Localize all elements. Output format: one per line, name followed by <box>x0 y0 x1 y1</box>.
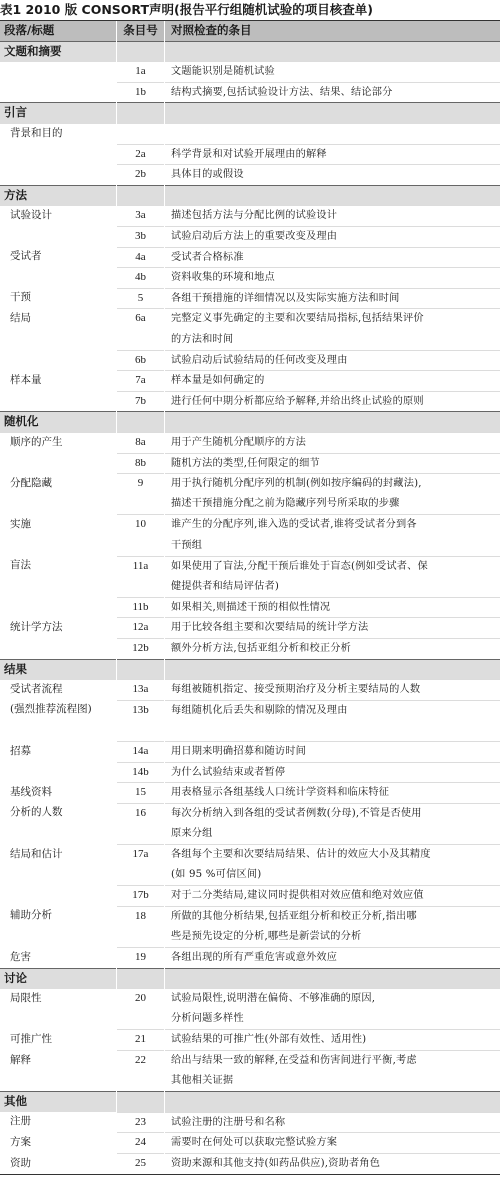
row-item-no: 7a <box>117 371 165 392</box>
table-row <box>0 330 500 351</box>
section-item-no-cell <box>117 103 165 124</box>
row-item-no: 15 <box>117 783 165 804</box>
row-item-no: 8b <box>117 453 165 474</box>
row-topic <box>0 1009 117 1030</box>
row-item-text: 健提供者和结局评估者) <box>165 577 500 598</box>
table-row <box>0 680 500 701</box>
table-row <box>0 474 500 495</box>
section-item-cell <box>165 968 500 989</box>
row-topic <box>0 577 117 598</box>
row-topic <box>0 350 117 371</box>
row-item-text: (如 95 %可信区间) <box>165 865 500 886</box>
row-topic <box>0 927 117 948</box>
row-item-text: 额外分析方法,包括亚组分析和校正分析 <box>165 639 500 660</box>
row-item-text: 各组干预措施的详细情况以及实际实施方法和时间 <box>165 288 500 309</box>
row-item-text: 原来分组 <box>165 824 500 845</box>
row-item-text: 具体目的或假设 <box>165 165 500 186</box>
row-item-no: 4b <box>117 268 165 289</box>
row-item-no: 8a <box>117 433 165 454</box>
row-item-text: 其他相关证据 <box>165 1071 500 1092</box>
table-caption: 表1 2010 版 CONSORT声明(报告平行组随机试验的项目核查单) <box>0 2 373 17</box>
row-topic: 方案 <box>0 1133 117 1154</box>
row-topic: 受试者 <box>0 247 117 268</box>
row-topic: 试验设计 <box>0 206 117 227</box>
row-item-text <box>165 721 500 742</box>
row-item-no <box>117 824 165 845</box>
row-topic <box>0 1071 117 1092</box>
section-title: 讨论 <box>0 968 117 989</box>
section-item-cell <box>165 412 500 433</box>
row-item-text: 所做的其他分析结果,包括亚组分析和校正分析,指出哪 <box>165 906 500 927</box>
table-row <box>0 62 500 83</box>
table-row <box>0 1030 500 1051</box>
table-row <box>0 268 500 289</box>
row-topic: 实施 <box>0 515 117 536</box>
row-item-no: 13b <box>117 700 165 721</box>
row-item-text: 每组随机化后丢失和剔除的情况及理由 <box>165 700 500 721</box>
section-row <box>0 41 500 62</box>
table-row <box>0 1071 500 1092</box>
row-item-no <box>117 1071 165 1092</box>
table-row <box>0 433 500 454</box>
row-item-text: 每次分析纳入到各组的受试者例数(分母),不管是否使用 <box>165 803 500 824</box>
row-item-text: 用日期来明确招募和随访时间 <box>165 742 500 763</box>
row-topic: 统计学方法 <box>0 618 117 639</box>
row-item-text: 对于二分类结局,建议同时提供相对效应值和绝对效应值 <box>165 886 500 907</box>
row-item-text: 试验局限性,说明潜在偏倚、不够准确的原因, <box>165 989 500 1010</box>
table-row <box>0 906 500 927</box>
row-item-no: 6a <box>117 309 165 330</box>
row-item-no: 10 <box>117 515 165 536</box>
row-topic <box>0 82 117 103</box>
row-item-text: 谁产生的分配序列,谁入选的受试者,谁将受试者分到各 <box>165 515 500 536</box>
section-item-no-cell <box>117 1092 165 1113</box>
row-topic <box>0 453 117 474</box>
row-item-text: 些是预先设定的分析,哪些是新尝试的分析 <box>165 927 500 948</box>
row-item-text: 如果相关,则描述干预的相似性情况 <box>165 597 500 618</box>
row-item-no: 18 <box>117 906 165 927</box>
row-topic <box>0 165 117 186</box>
row-item-no: 5 <box>117 288 165 309</box>
row-topic: 结局和估计 <box>0 845 117 866</box>
row-item-no: 1a <box>117 62 165 83</box>
section-item-no-cell <box>117 412 165 433</box>
table-bottom-rule <box>0 1174 500 1175</box>
row-item-text: 的方法和时间 <box>165 330 500 351</box>
row-item-text: 每组被随机指定、接受预期治疗及分析主要结局的人数 <box>165 680 500 701</box>
section-item-cell <box>165 659 500 680</box>
row-topic: 注册 <box>0 1112 117 1133</box>
table-row <box>0 494 500 515</box>
row-item-no: 25 <box>117 1154 165 1175</box>
table-row <box>0 742 500 763</box>
row-item-no: 12b <box>117 639 165 660</box>
table-row <box>0 927 500 948</box>
row-item-text: 为什么试验结束或者暂停 <box>165 762 500 783</box>
row-topic <box>0 494 117 515</box>
table-row <box>0 803 500 824</box>
row-item-no: 7b <box>117 391 165 412</box>
section-title: 引言 <box>0 103 117 124</box>
table-row <box>0 515 500 536</box>
table-row <box>0 165 500 186</box>
row-item-text: 资助来源和其他支持(如药品供应),资助者角色 <box>165 1154 500 1175</box>
section-item-no-cell <box>117 185 165 206</box>
row-item-no: 20 <box>117 989 165 1010</box>
row-item-text: 试验结果的可推广性(外部有效性、适用性) <box>165 1030 500 1051</box>
section-row <box>0 412 500 433</box>
row-item-text: 试验注册的注册号和名称 <box>165 1112 500 1133</box>
section-title: 其他 <box>0 1092 117 1113</box>
table-row <box>0 227 500 248</box>
table-row <box>0 762 500 783</box>
row-item-no: 23 <box>117 1112 165 1133</box>
row-topic: 受试者流程 <box>0 680 117 701</box>
table-row <box>0 1133 500 1154</box>
table-row <box>0 865 500 886</box>
row-topic: 辅助分析 <box>0 906 117 927</box>
row-item-text: 用于产生随机分配顺序的方法 <box>165 433 500 454</box>
section-item-no-cell <box>117 41 165 62</box>
row-item-text: 文题能识别是随机试验 <box>165 62 500 83</box>
row-topic <box>0 639 117 660</box>
section-row <box>0 968 500 989</box>
table-row <box>0 144 500 165</box>
table-row <box>0 639 500 660</box>
row-topic: 分配隐藏 <box>0 474 117 495</box>
row-item-no: 19 <box>117 948 165 969</box>
table-row <box>0 124 500 145</box>
row-topic <box>0 762 117 783</box>
row-item-no: 14a <box>117 742 165 763</box>
row-topic <box>0 330 117 351</box>
row-topic: 顺序的产生 <box>0 433 117 454</box>
row-topic <box>0 536 117 557</box>
table-row <box>0 886 500 907</box>
table-row <box>0 1009 500 1030</box>
row-topic <box>0 268 117 289</box>
row-item-no <box>117 927 165 948</box>
row-topic <box>0 824 117 845</box>
row-item-text: 用于执行随机分配序列的机制(例如按序编码的封藏法), <box>165 474 500 495</box>
row-item-no: 16 <box>117 803 165 824</box>
row-item-text <box>165 124 500 145</box>
table-row <box>0 453 500 474</box>
row-item-no: 6b <box>117 350 165 371</box>
row-item-no <box>117 1009 165 1030</box>
row-topic <box>0 721 117 742</box>
section-item-no-cell <box>117 968 165 989</box>
row-item-text: 分析问题多样性 <box>165 1009 500 1030</box>
row-item-no: 1b <box>117 82 165 103</box>
row-topic: 招募 <box>0 742 117 763</box>
row-item-text: 受试者合格标准 <box>165 247 500 268</box>
table-row <box>0 597 500 618</box>
row-item-no: 11b <box>117 597 165 618</box>
row-item-no: 9 <box>117 474 165 495</box>
table-row <box>0 783 500 804</box>
row-topic: 干预 <box>0 288 117 309</box>
header-item-no: 条目号 <box>117 21 165 42</box>
table-row <box>0 577 500 598</box>
row-item-no: 2b <box>117 165 165 186</box>
table-row <box>0 82 500 103</box>
section-title: 随机化 <box>0 412 117 433</box>
row-topic <box>0 227 117 248</box>
table-row <box>0 700 500 721</box>
section-row <box>0 185 500 206</box>
row-topic: 背景和目的 <box>0 124 117 145</box>
row-topic <box>0 391 117 412</box>
table-row <box>0 618 500 639</box>
row-item-text: 如果使用了盲法,分配干预后谁处于盲态(例如受试者、保 <box>165 556 500 577</box>
table-row <box>0 948 500 969</box>
row-item-text: 描述干预措施分配之前为隐藏序列号所采取的步骤 <box>165 494 500 515</box>
table-row <box>0 350 500 371</box>
row-item-text: 描述包括方法与分配比例的试验设计 <box>165 206 500 227</box>
row-topic <box>0 62 117 83</box>
table-row <box>0 989 500 1010</box>
table-row <box>0 1154 500 1175</box>
section-item-cell <box>165 41 500 62</box>
row-item-text: 样本量是如何确定的 <box>165 371 500 392</box>
row-item-no: 3a <box>117 206 165 227</box>
table-row <box>0 845 500 866</box>
table-row <box>0 556 500 577</box>
section-item-cell <box>165 1092 500 1113</box>
row-topic: 基线资料 <box>0 783 117 804</box>
header-section: 段落/标题 <box>0 21 117 42</box>
row-item-text: 资料收集的环境和地点 <box>165 268 500 289</box>
row-item-no: 12a <box>117 618 165 639</box>
row-item-no: 4a <box>117 247 165 268</box>
row-item-no: 14b <box>117 762 165 783</box>
row-item-no: 11a <box>117 556 165 577</box>
row-item-text: 试验启动后方法上的重要改变及理由 <box>165 227 500 248</box>
row-topic: 结局 <box>0 309 117 330</box>
row-item-text: 各组出现的所有严重危害或意外效应 <box>165 948 500 969</box>
table-row <box>0 824 500 845</box>
table-body <box>0 21 500 1175</box>
row-item-text: 干预组 <box>165 536 500 557</box>
row-topic <box>0 886 117 907</box>
row-item-no <box>117 721 165 742</box>
section-row <box>0 1092 500 1113</box>
table-row <box>0 721 500 742</box>
row-topic <box>0 865 117 886</box>
section-item-no-cell <box>117 659 165 680</box>
row-topic: (强烈推荐流程图) <box>0 700 117 721</box>
row-topic: 盲法 <box>0 556 117 577</box>
table-row <box>0 1112 500 1133</box>
header-item: 对照检查的条目 <box>165 21 500 42</box>
row-topic <box>0 597 117 618</box>
table-row <box>0 247 500 268</box>
row-topic <box>0 144 117 165</box>
row-item-no: 17a <box>117 845 165 866</box>
row-topic: 分析的人数 <box>0 803 117 824</box>
row-item-no <box>117 330 165 351</box>
row-item-text: 完整定义事先确定的主要和次要结局指标,包括结果评价 <box>165 309 500 330</box>
table-row <box>0 391 500 412</box>
row-topic: 解释 <box>0 1051 117 1072</box>
row-item-no <box>117 536 165 557</box>
section-title: 方法 <box>0 185 117 206</box>
section-row <box>0 103 500 124</box>
row-topic: 危害 <box>0 948 117 969</box>
table-row <box>0 288 500 309</box>
row-item-text: 进行任何中期分析都应给予解释,并给出终止试验的原则 <box>165 391 500 412</box>
row-item-no: 13a <box>117 680 165 701</box>
section-item-cell <box>165 103 500 124</box>
row-item-no: 21 <box>117 1030 165 1051</box>
section-title: 文题和摘要 <box>0 41 117 62</box>
row-item-no: 3b <box>117 227 165 248</box>
row-item-no: 22 <box>117 1051 165 1072</box>
row-item-no <box>117 124 165 145</box>
table-row <box>0 371 500 392</box>
row-item-text: 各组每个主要和次要结局结果、估计的效应大小及其精度 <box>165 845 500 866</box>
row-item-no <box>117 577 165 598</box>
row-topic: 局限性 <box>0 989 117 1010</box>
section-item-cell <box>165 185 500 206</box>
table-row <box>0 1051 500 1072</box>
row-item-text: 用于比较各组主要和次要结局的统计学方法 <box>165 618 500 639</box>
row-item-no <box>117 494 165 515</box>
row-topic: 可推广性 <box>0 1030 117 1051</box>
table-header-row <box>0 21 500 42</box>
row-item-text: 科学背景和对试验开展理由的解释 <box>165 144 500 165</box>
table-row <box>0 206 500 227</box>
row-topic: 样本量 <box>0 371 117 392</box>
row-item-text: 试验启动后试验结局的任何改变及理由 <box>165 350 500 371</box>
row-item-no: 2a <box>117 144 165 165</box>
row-item-no: 17b <box>117 886 165 907</box>
table-row <box>0 536 500 557</box>
row-item-text: 需要时在何处可以获取完整试验方案 <box>165 1133 500 1154</box>
row-item-text: 用表格显示各组基线人口统计学资料和临床特征 <box>165 783 500 804</box>
row-item-no: 24 <box>117 1133 165 1154</box>
section-title: 结果 <box>0 659 117 680</box>
table-row <box>0 309 500 330</box>
row-item-text: 结构式摘要,包括试验设计方法、结果、结论部分 <box>165 82 500 103</box>
row-topic: 资助 <box>0 1154 117 1175</box>
row-item-text: 给出与结果一致的解释,在受益和伤害间进行平衡,考虑 <box>165 1051 500 1072</box>
row-item-text: 随机方法的类型,任何限定的细节 <box>165 453 500 474</box>
section-row <box>0 659 500 680</box>
row-item-no <box>117 865 165 886</box>
consort-checklist-table <box>0 20 500 1174</box>
